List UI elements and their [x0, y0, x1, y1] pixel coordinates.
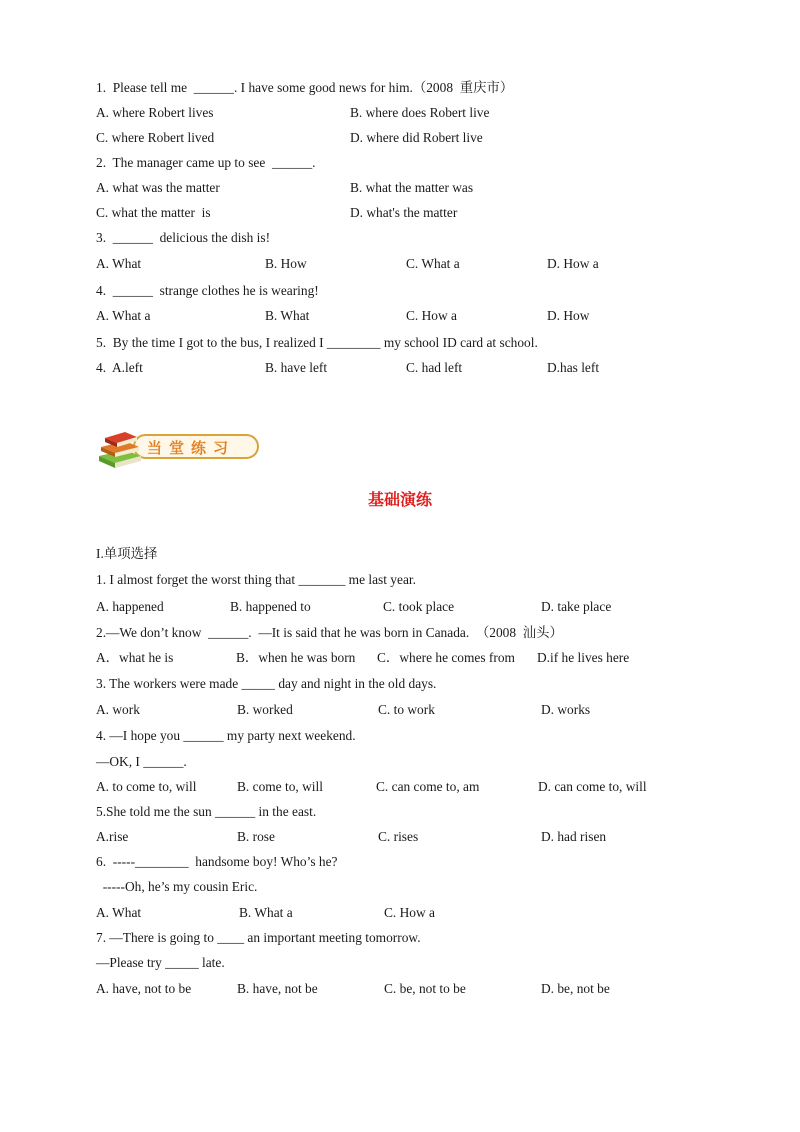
exercise-7-option-c: C. be, not to be: [384, 981, 466, 996]
exercise-3-stem: 3. The workers were made _____ day and night in the old days.: [96, 676, 437, 691]
question-2-option-c: C. what the matter is: [96, 205, 211, 220]
question-4-stem: 4. ______ strange clothes he is wearing!: [96, 283, 319, 298]
exercise-4-option-d: D. can come to, will: [538, 779, 647, 794]
exercise-2-option-b: B．when he was born: [236, 650, 356, 665]
exercise-3-option-a: A. work: [96, 702, 140, 717]
exercise-6-option-b: B. What a: [239, 905, 293, 920]
question-4-option-b: B. What: [265, 308, 310, 323]
exercise-4-option-c: C. can come to, am: [376, 779, 480, 794]
exercise-7-option-a: A. have, not to be: [96, 981, 192, 996]
question-5-stem: 5. By the time I got to the bus, I realized I ________ my school ID card at school.: [96, 335, 538, 350]
exercise-1-stem: 1. I almost forget the worst thing that _______ me last year.: [96, 572, 416, 587]
section-title: 基础演练: [367, 490, 432, 509]
exercise-3-option-c: C. to work: [378, 702, 435, 717]
exercise-5-option-a: A.rise: [96, 829, 129, 844]
question-2-option-a: A. what was the matter: [96, 180, 220, 195]
question-2-option-b: B. what the matter was: [350, 180, 474, 195]
exercise-5-option-c: C. rises: [378, 829, 419, 844]
question-4-option-d: D. How: [547, 308, 590, 323]
exercise-7-stem-2: —Please try _____ late.: [96, 955, 225, 970]
exercise-5-stem: 5.She told me the sun ______ in the east.: [96, 804, 317, 819]
exercise-5-option-d: D. had risen: [541, 829, 607, 844]
exercise-6-option-c: C. How a: [384, 905, 435, 920]
question-1-option-d: D. where did Robert live: [350, 130, 483, 145]
question-4-option-a: A. What a: [96, 308, 151, 323]
exercise-5-option-b: B. rose: [237, 829, 275, 844]
question-4-option-c: C. How a: [406, 308, 457, 323]
banner-label: 当堂练习: [147, 439, 236, 457]
exercise-6-option-a: A. What: [96, 905, 142, 920]
question-1-option-a: A. where Robert lives: [96, 105, 214, 120]
question-1-option-c: C. where Robert lived: [96, 130, 215, 145]
exercise-3-option-d: D. works: [541, 702, 591, 717]
books-icon: [95, 426, 145, 470]
question-3-option-d: D. How a: [547, 256, 599, 271]
exercise-2-option-d: D.if he lives here: [537, 650, 630, 665]
question-1-option-b: B. where does Robert live: [350, 105, 490, 120]
practice-banner: [95, 426, 263, 470]
exercise-4-option-b: B. come to, will: [237, 779, 323, 794]
subsection-title: I.单项选择: [96, 546, 158, 561]
exercise-3-option-b: B. worked: [237, 702, 293, 717]
exercise-4-stem: 4. —I hope you ______ my party next weekend.: [96, 728, 356, 743]
exercise-7-option-d: D. be, not be: [541, 981, 610, 996]
question-5-option-a: 4. A.left: [96, 360, 143, 375]
question-5-option-b: B. have left: [265, 360, 328, 375]
exercise-6-stem-2: -----Oh, he’s my cousin Eric.: [96, 879, 258, 894]
question-5-option-d: D.has left: [547, 360, 600, 375]
exercise-7-option-b: B. have, not be: [237, 981, 318, 996]
exercise-1-option-d: D. take place: [541, 599, 612, 614]
question-3-option-c: C. What a: [406, 256, 460, 271]
exercise-4-option-a: A. to come to, will: [96, 779, 197, 794]
question-3-stem: 3. ______ delicious the dish is!: [96, 230, 271, 245]
question-3-option-b: B. How: [265, 256, 307, 271]
exercise-2-option-c: C．where he comes from: [377, 650, 515, 665]
question-2-option-d: D. what's the matter: [350, 205, 458, 220]
exercise-4-stem-2: —OK, I ______.: [96, 754, 187, 769]
exercise-6-stem: 6. -----________ handsome boy! Who’s he?: [96, 854, 338, 869]
exercise-2-stem: 2.—We don’t know ______. —It is said that he was born in Canada. （2008 汕头）: [96, 625, 563, 640]
exercise-1-option-c: C. took place: [383, 599, 455, 614]
exercise-1-option-b: B. happened to: [230, 599, 311, 614]
question-5-option-c: C. had left: [406, 360, 463, 375]
exercise-1-option-a: A. happened: [96, 599, 164, 614]
question-1-stem: 1. Please tell me ______. I have some good news for him.（2008 重庆市）: [96, 80, 514, 95]
exercise-2-option-a: A．what he is: [96, 650, 174, 665]
exercise-7-stem: 7. —There is going to ____ an important meeting tomorrow.: [96, 930, 421, 945]
question-2-stem: 2. The manager came up to see ______.: [96, 155, 316, 170]
question-3-option-a: A. What: [96, 256, 142, 271]
